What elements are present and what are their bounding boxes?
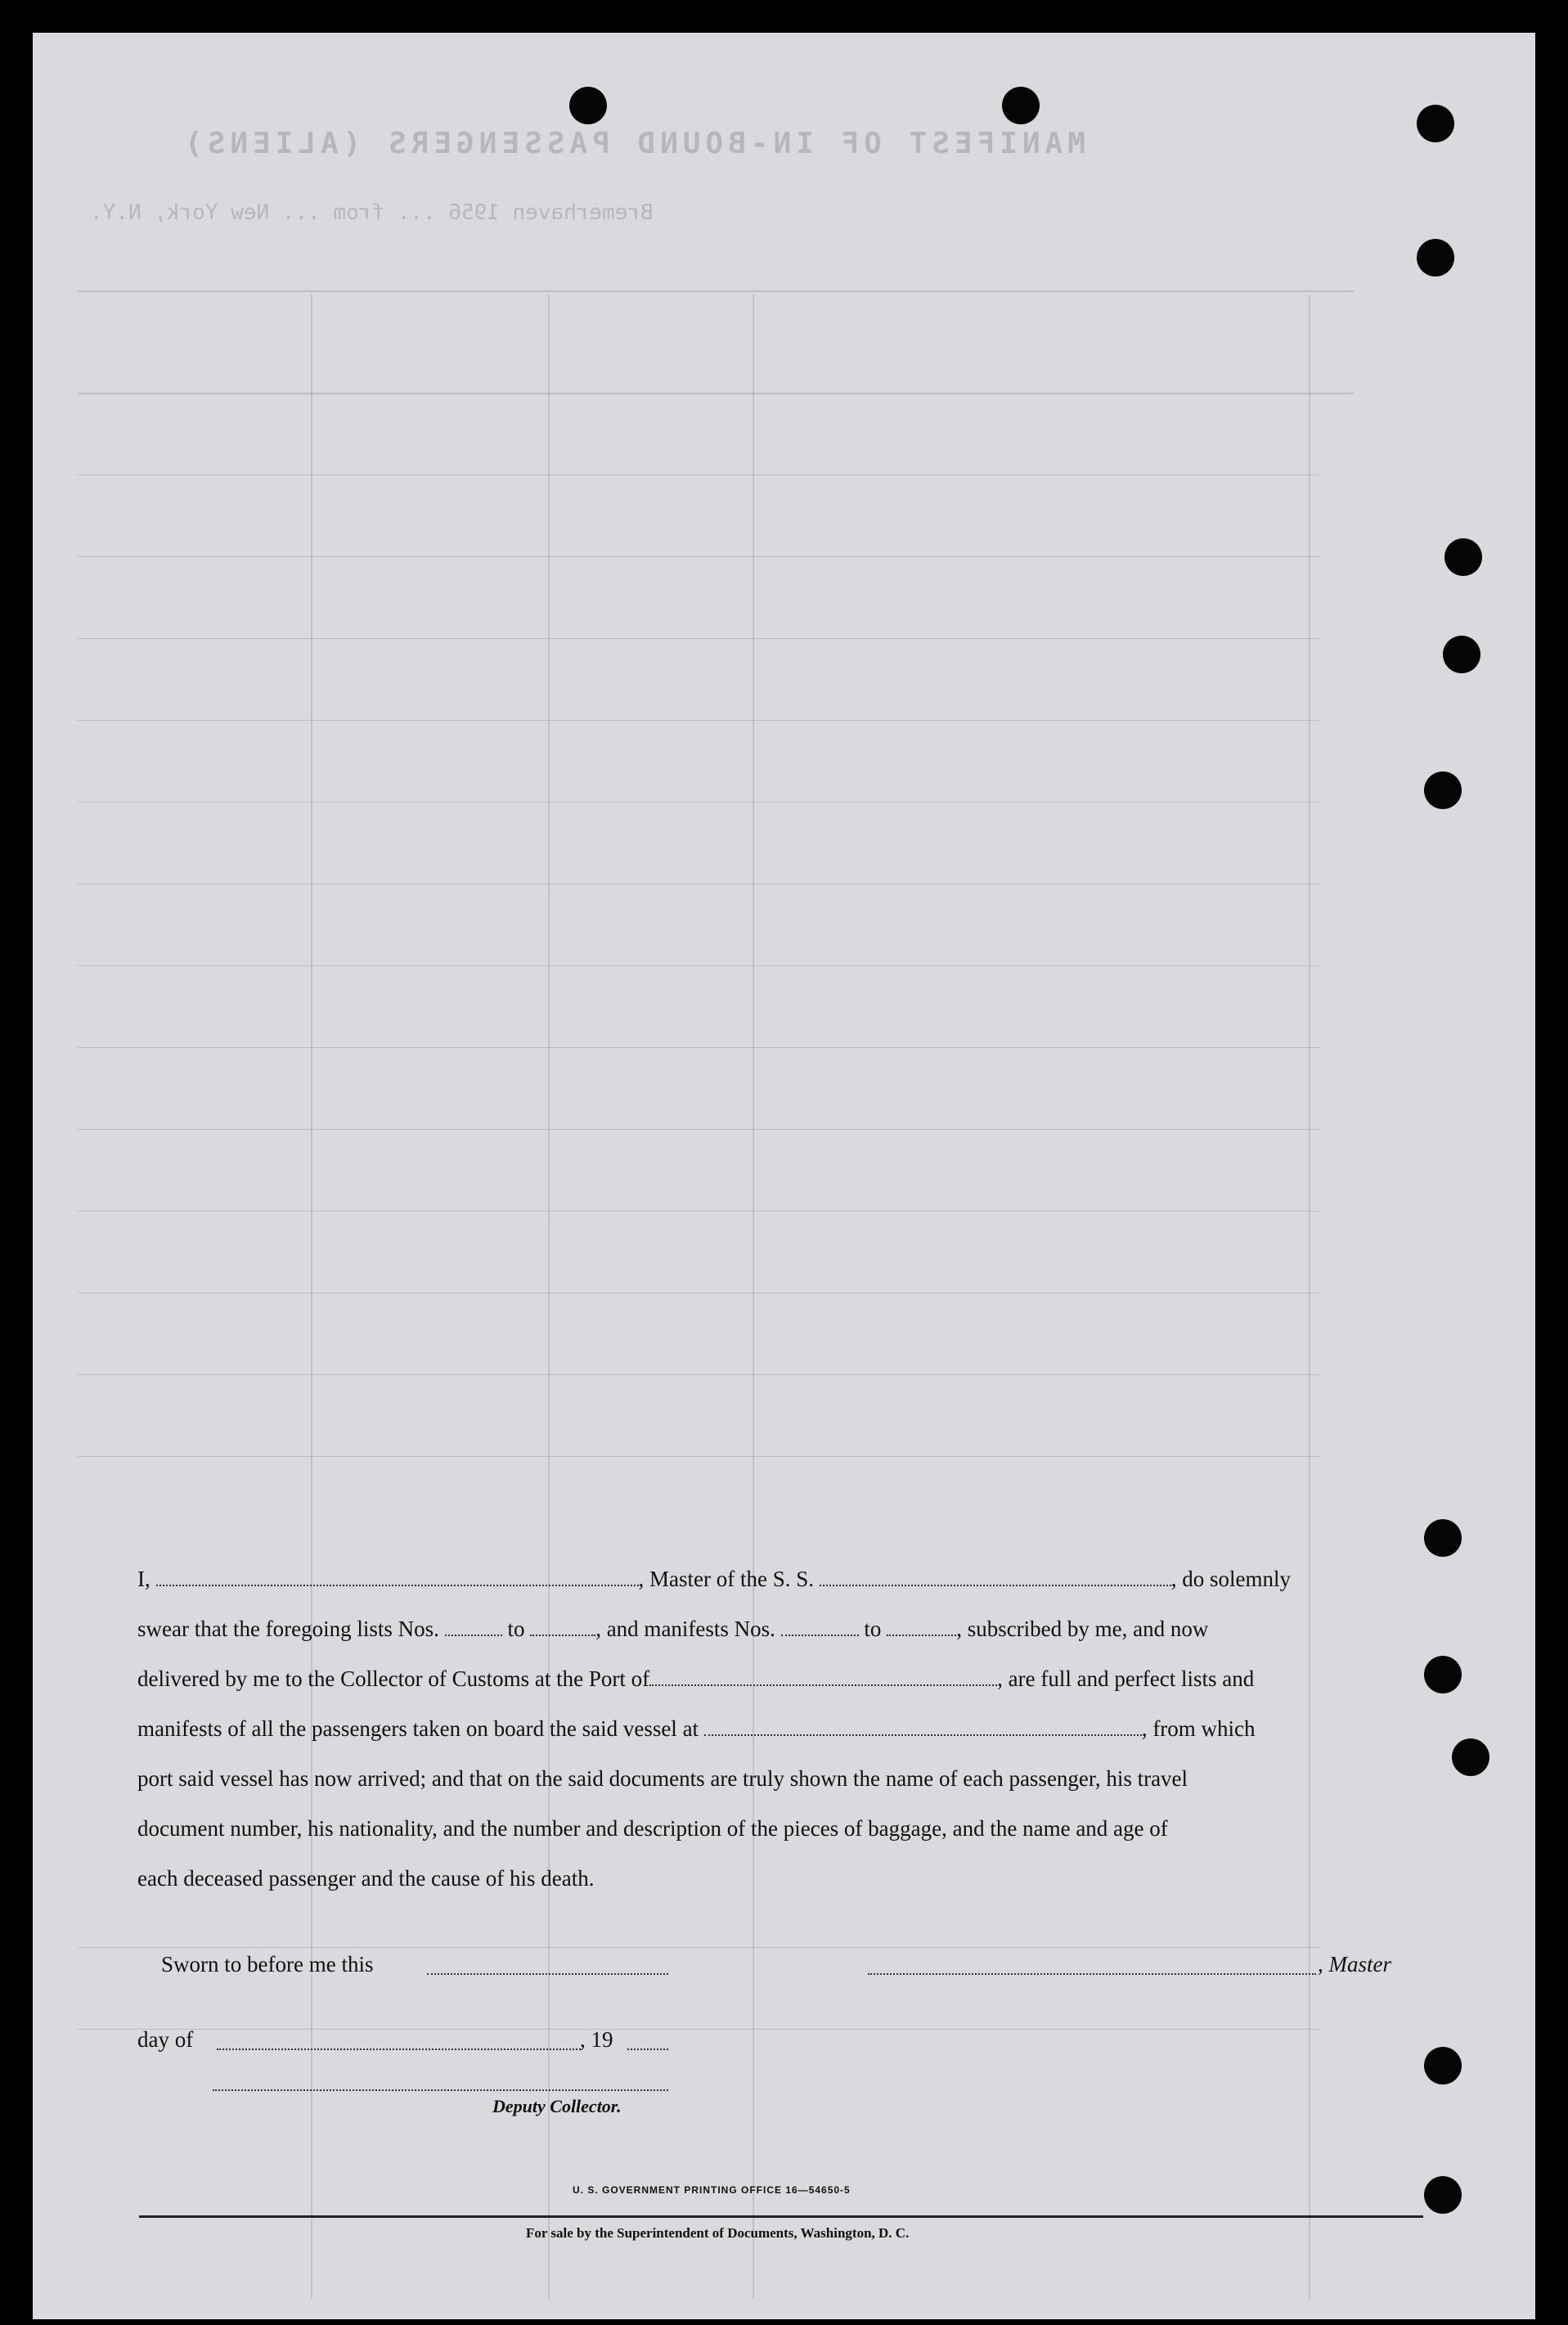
oath-line-3: delivered by me to the Collector of Customs at the Port of , are full and perfect lists and: [137, 1666, 1255, 1691]
ghost-row-rule: [78, 965, 1321, 966]
footer-rule: [139, 2215, 1423, 2218]
ghost-row-rule: [78, 474, 1321, 475]
deputy-collector-signature-field[interactable]: [213, 2089, 668, 2091]
punch-hole: [1424, 1656, 1462, 1693]
deputy-collector-label: Deputy Collector.: [492, 2096, 622, 2116]
punch-hole: [1424, 2047, 1462, 2084]
punch-hole: [1417, 105, 1454, 142]
ghost-row-rule: [78, 1947, 1321, 1948]
ghost-header-title: MANIFEST OF IN-BOUND PASSENGERS (ALIENS): [180, 127, 1085, 160]
punch-hole: [569, 87, 607, 124]
master-label: , Master: [1318, 1952, 1391, 1976]
oath-line-1: I, , Master of the S. S. , do solemnly: [137, 1567, 1291, 1591]
punch-hole: [1443, 636, 1480, 673]
punch-hole: [1444, 538, 1482, 576]
ghost-row-rule: [78, 638, 1321, 639]
year-label: , 19: [580, 2027, 613, 2052]
oath-line-4: manifests of all the passengers taken on board the said vessel at , from which: [137, 1716, 1256, 1741]
punch-hole: [1452, 1738, 1489, 1776]
sworn-date-field[interactable]: [427, 1973, 668, 1975]
punch-hole: [1417, 239, 1454, 277]
day-of-field[interactable]: [217, 2048, 581, 2050]
gpo-imprint: U. S. GOVERNMENT PRINTING OFFICE 16—54650-5: [573, 2184, 851, 2196]
ghost-row-rule: [78, 802, 1321, 803]
oath-line-6: document number, his nationality, and the number and description of the pieces of baggage, and the name and age of: [137, 1816, 1168, 1841]
ghost-row-rule: [78, 720, 1321, 721]
ghost-header-sailing: Bremerhaven 1956 ... from ... New York, N.Y.: [90, 200, 654, 225]
ghost-row-rule: [78, 1456, 1321, 1457]
punch-hole: [1424, 1519, 1462, 1557]
ghost-rule: [78, 290, 1354, 292]
ghost-row-rule: [78, 2029, 1321, 2030]
oath-line-7: each deceased passenger and the cause of his death.: [137, 1866, 595, 1891]
oath-line-5: port said vessel has now arrived; and that on the said documents are truly shown the name of each passenger, his travel: [137, 1766, 1188, 1791]
day-of-label: day of: [137, 2027, 194, 2052]
ghost-row-rule: [78, 556, 1321, 557]
ghost-column-rule: [753, 295, 754, 2299]
ghost-row-rule: [78, 1129, 1321, 1130]
punch-hole: [1002, 87, 1040, 124]
ghost-rule: [78, 393, 1354, 394]
oath-line-2: swear that the foregoing lists Nos. to , and manifests Nos. to , subscribed by me, and now: [137, 1617, 1209, 1641]
oath-paragraph: [137, 1554, 1422, 1904]
year-field[interactable]: [627, 2048, 668, 2050]
ghost-column-rule: [1309, 295, 1310, 2299]
punch-hole: [1424, 771, 1462, 809]
manifest-page: [33, 33, 1535, 2319]
punch-hole: [1424, 2176, 1462, 2214]
ghost-row-rule: [78, 1374, 1321, 1375]
ghost-row-rule: [78, 1047, 1321, 1048]
master-signature-field[interactable]: [868, 1973, 1316, 1975]
ghost-column-rule: [548, 295, 550, 2299]
ghost-row-rule: [78, 1211, 1321, 1212]
sale-notice: For sale by the Superintendent of Documents, Washington, D. C.: [526, 2225, 910, 2241]
ghost-column-rule: [311, 295, 312, 2299]
sworn-label: Sworn to before me this: [161, 1952, 374, 1976]
